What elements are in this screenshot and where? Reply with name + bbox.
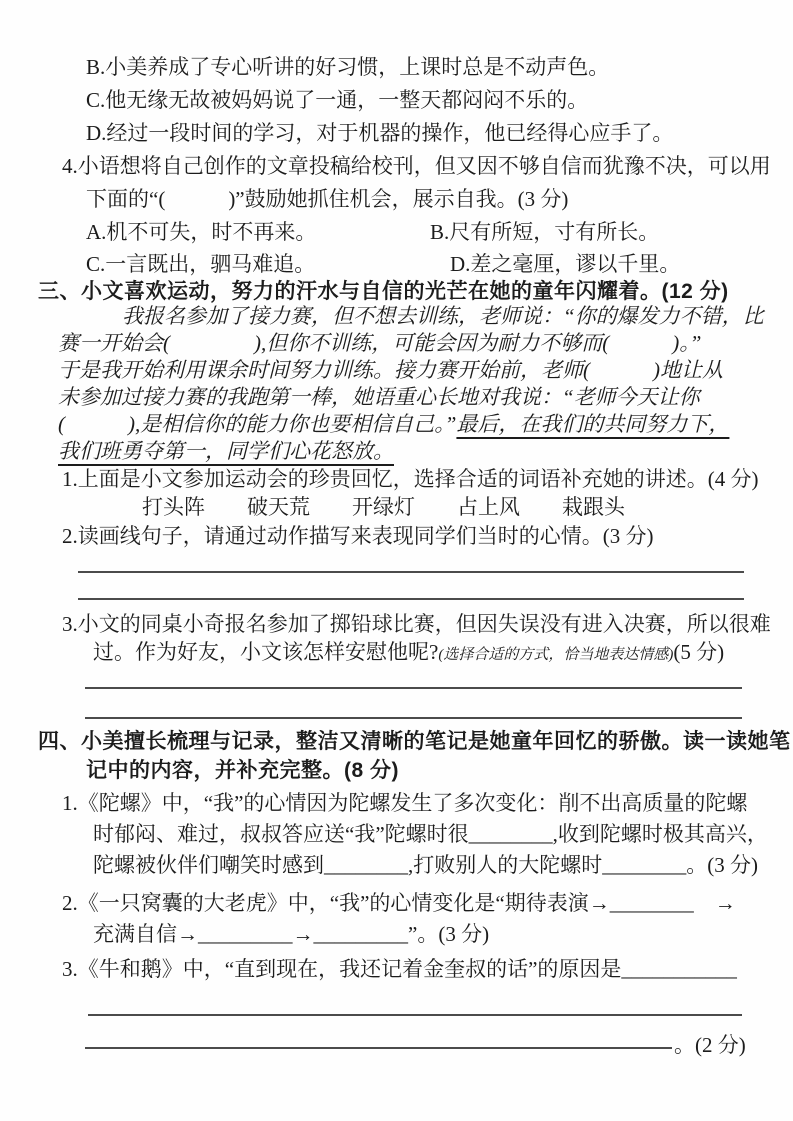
q4-option-b: B.尺有所短，寸有所长。: [430, 220, 660, 244]
passage-line-5-underlined: 最后，在我们的共同努力下，: [456, 412, 730, 436]
answer-line: [85, 1047, 672, 1049]
section-3-heading: 三、小文喜欢运动，努力的汗水与自信的光芒在她的童年闪耀着。(12 分): [38, 280, 729, 303]
s3-question-2: 2.读画线句子，请通过动作描写来表现同学们当时的心情。(3 分): [62, 524, 654, 548]
s4-item-1-line-1: 1.《陀螺》中，“我”的心情因为陀螺发生了多次变化：削不出高质量的陀螺: [62, 791, 748, 815]
s3-word-bank: 打头阵 破天荒 开绿灯 占上风 栽跟头: [142, 495, 625, 519]
answer-line: [78, 598, 744, 600]
question-4-line-2: 下面的“( )”鼓励她抓住机会，展示自我。(3 分): [86, 187, 569, 211]
option-d-line: D.经过一段时间的学习，对于机器的操作，他已经得心应手了。: [86, 121, 674, 145]
passage-line-5-text: ( ),是相信你的能力你也要相信自己。”: [58, 412, 457, 436]
passage-line-3: 于是我开始利用课余时间努力训练。接力赛开始前，老师( )地让从: [58, 358, 723, 382]
q3-line-2-score: (5 分): [673, 640, 725, 664]
s3-question-1: 1.上面是小文参加运动会的珍贵回忆，选择合适的词语补充她的讲述。(4 分): [62, 467, 759, 491]
option-c-line: C.他无缘无故被妈妈说了一通，一整天都闷闷不乐的。: [86, 88, 589, 112]
section-4-heading-line-2: 记中的内容，并补充完整。(8 分): [86, 759, 399, 782]
s3-question-3-line-1: 3.小文的同桌小奇报名参加了掷铅球比赛，但因失误没有进入决赛，所以很难: [62, 612, 771, 636]
passage-line-5: [58, 411, 729, 437]
q4-option-d: D.差之毫厘，谬以千里。: [450, 252, 681, 276]
option-b-line: B.小美养成了专心听讲的好习惯，上课时总是不动声色。: [86, 55, 610, 79]
section-4-heading-line-1: 四、小美擅长梳理与记录，整洁又清晰的笔记是她童年回忆的骄傲。读一读她笔: [38, 730, 791, 753]
answer-line: [85, 717, 742, 719]
s4-item-2-line-2: 充满自信→_________→_________”。(3 分): [93, 922, 490, 946]
s4-item-2-line-1: 2.《一只窝囊的大老虎》中，“我”的心情变化是“期待表演→________ →: [62, 891, 736, 915]
s4-item-1-line-2: 时郁闷、难过，叔叔答应送“我”陀螺时很________,收到陀螺时极其高兴，: [93, 822, 768, 846]
q4-option-c: C.一言既出，驷马难追。: [86, 252, 316, 276]
passage-line-4: 未参加过接力赛的我跑第一棒，她语重心长地对我说：“老师今天让你: [58, 385, 700, 409]
answer-line: [85, 687, 742, 689]
passage-line-1: 我报名参加了接力赛，但不想去训练，老师说：“你的爆发力不错，比: [122, 304, 764, 328]
s3-question-3-line-2: [93, 639, 724, 668]
s4-item-1-line-3: 陀螺被伙伴们嘲笑时感到________,打败别人的大陀螺时________。(3 分): [93, 853, 758, 877]
answer-line: [88, 1014, 742, 1016]
answer-line: [78, 571, 744, 573]
s4-item-3-line-1: 3.《牛和鹅》中，“直到现在，我还记着金奎叔的话”的原因是___________: [62, 957, 737, 981]
q3-line-2-note: (选择合适的方式，恰当地表达情感): [438, 647, 674, 663]
s4-item-3-score: 。(2 分): [674, 1033, 746, 1057]
q3-line-2-text: 过。作为好友，小文该怎样安慰他呢?: [93, 640, 439, 664]
question-4-line-1: 4.小语想将自己创作的文章投稿给校刊，但又因不够自信而犹豫不决，可以用: [62, 154, 771, 178]
passage-line-6-underlined: 我们班勇夺第一，同学们心花怒放。: [58, 439, 394, 463]
q4-option-a: A.机不可失，时不再来。: [86, 220, 317, 244]
passage-line-2: 赛一开始会( ),但你不训练，可能会因为耐力不够而( )。”: [58, 331, 702, 355]
